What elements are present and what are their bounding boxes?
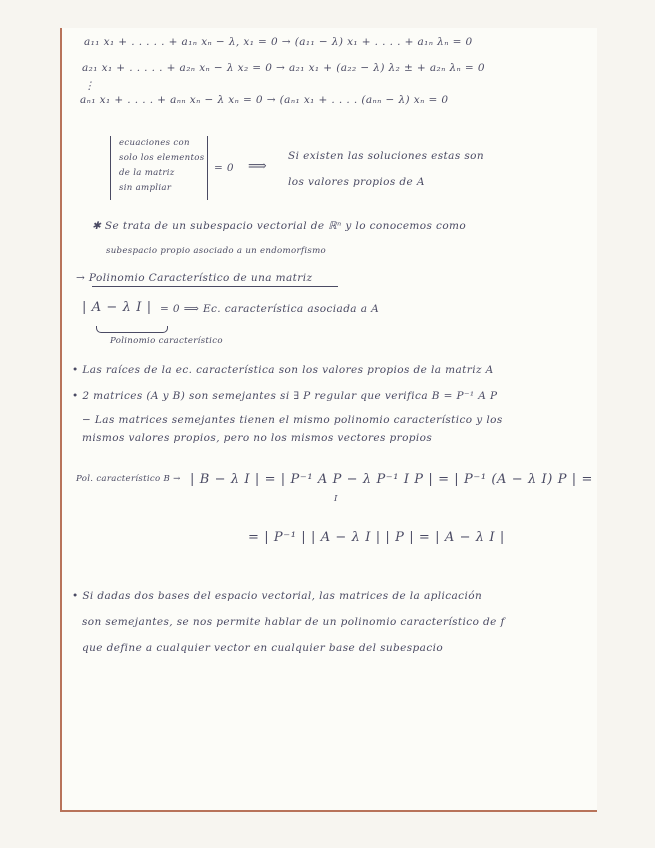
matrix-box-line-1: ecuaciones con	[119, 138, 190, 148]
matrix-box-line-3: de la matriz	[119, 168, 175, 178]
subspace-note-line-2: subespacio propio asociado a un endomorfismo	[106, 246, 327, 256]
heading-underline	[92, 286, 338, 287]
characteristic-determinant: | A − λ I |	[82, 300, 152, 315]
bullet-similar-sub-1: − Las matrices semejantes tienen el mismo polinomio característico y los	[82, 414, 503, 426]
notebook-page	[60, 28, 597, 812]
matrix-box-line-2: solo los elementos	[119, 153, 205, 163]
proof-label: Pol. característico B →	[76, 474, 181, 484]
equation-line-1: a₁₁ x₁ + . . . . . + a₁ₙ xₙ − λ, x₁ = 0 → (a₁₁ − λ) x₁ + . . . . + a₁ₙ λₙ = 0	[84, 36, 473, 48]
proof-fraction-denominator: I	[334, 494, 338, 504]
bullet-similar-sub-2: mismos valores propios, pero no los mismos vectores propios	[82, 432, 433, 444]
bullet-similar-matrices: • 2 matrices (A y B) son semejantes si ∃ P regular que verifica B = P⁻¹ A P	[72, 390, 498, 402]
equation-line-n: aₙ₁ x₁ + . . . . + aₙₙ xₙ − λ xₙ = 0 → (aₙ₁ x₁ + . . . . (aₙₙ − λ) xₙ = 0	[80, 94, 449, 106]
matrix-box-line-4: sin ampliar	[119, 183, 172, 193]
section-heading: → Polinomio Característico de una matriz	[76, 272, 313, 284]
final-note-line-3: que define a cualquier vector en cualquier base del subespacio	[82, 642, 444, 654]
subspace-note-line-1: ✱ Se trata de un subespacio vectorial de ℝⁿ y lo conocemos como	[92, 220, 467, 232]
characteristic-equation-text: = 0 ⟹ Ec. característica asociada a A	[160, 303, 380, 315]
matrix-result-line-1: Si existen las soluciones estas son	[288, 150, 485, 162]
matrix-result-line-2: los valores propios de A	[288, 176, 425, 188]
equation-line-2: a₂₁ x₁ + . . . . . + a₂ₙ xₙ − λ x₂ = 0 → a₂₁ x₁ + (a₂₂ − λ) λ₂ ± + a₂ₙ λₙ = 0	[82, 62, 485, 74]
final-note-line-2: son semejantes, se nos permite hablar de un polinomio característico de f	[82, 616, 505, 628]
proof-line-1: | B − λ I | = | P⁻¹ A P − λ P⁻¹ I P | = | P⁻¹ (A − λ I) P | =	[190, 472, 593, 487]
proof-line-2: = | P⁻¹ | | A − λ I | | P | = | A − λ I |	[248, 530, 505, 545]
characteristic-polynomial-label: Polinomio característico	[110, 336, 223, 346]
matrix-equals-zero: = 0	[214, 162, 235, 174]
implies-arrow: ⟹	[248, 159, 268, 174]
underbrace	[96, 326, 168, 333]
final-note-line-1: • Si dadas dos bases del espacio vectorial, las matrices de la aplicación	[72, 590, 483, 602]
vertical-ellipsis: ⋮	[84, 80, 95, 92]
bullet-roots: • Las raíces de la ec. característica son los valores propios de la matriz A	[72, 364, 494, 376]
coefficient-matrix-box	[110, 136, 208, 200]
